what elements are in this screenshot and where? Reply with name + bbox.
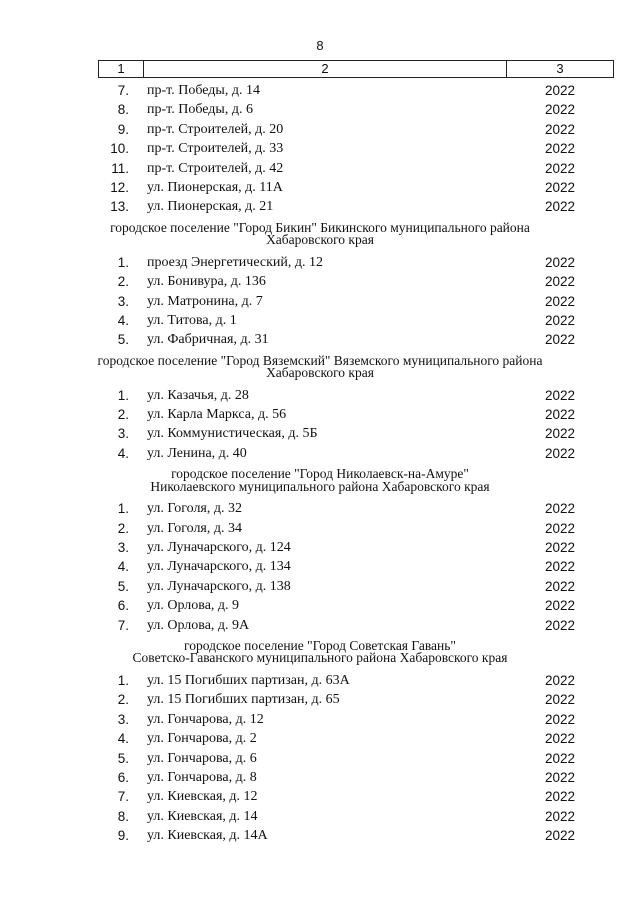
column-header-address: 2 xyxy=(144,61,507,77)
row-year: 2022 xyxy=(544,692,576,708)
row-address: ул. Титова, д. 1 xyxy=(147,312,237,328)
table-row xyxy=(0,386,640,405)
section-heading-line: городское поселение "Город Бикин" Бикинского муниципального района xyxy=(110,219,530,235)
column-header-year: 3 xyxy=(556,61,564,76)
row-year: 2022 xyxy=(544,769,576,785)
row-year: 2022 xyxy=(544,293,576,309)
table-row xyxy=(0,100,640,119)
row-year: 2022 xyxy=(544,121,576,137)
row-address: пр-т. Строителей, д. 33 xyxy=(147,141,284,157)
row-number: 2. xyxy=(117,520,129,536)
row-address: ул. Карла Маркса, д. 56 xyxy=(147,407,287,423)
row-address: ул. Казачья, д. 28 xyxy=(147,387,249,403)
table-row xyxy=(0,330,640,349)
row-year: 2022 xyxy=(544,672,576,688)
row-number: 4. xyxy=(117,559,129,575)
row-year: 2022 xyxy=(544,141,576,157)
table-row xyxy=(0,272,640,291)
row-year: 2022 xyxy=(544,598,576,614)
row-year: 2022 xyxy=(544,102,576,118)
table-row xyxy=(0,729,640,748)
table-row xyxy=(0,690,640,709)
row-year: 2022 xyxy=(544,83,576,98)
table-row xyxy=(0,405,640,424)
row-year: 2022 xyxy=(544,617,576,633)
row-number: 9. xyxy=(117,828,129,844)
address-table-body xyxy=(0,81,640,846)
table-row xyxy=(0,139,640,158)
section-heading-line: Советско-Гаванского муниципального района Хабаровского края xyxy=(132,650,508,666)
row-year: 2022 xyxy=(544,254,576,270)
row-year: 2022 xyxy=(544,520,576,536)
table-row xyxy=(0,292,640,311)
row-address: ул. Коммунистическая, д. 5Б xyxy=(147,426,318,442)
row-year: 2022 xyxy=(544,789,576,805)
row-year: 2022 xyxy=(544,179,576,195)
row-number: 4. xyxy=(117,445,129,461)
section-heading-line: Николаевского муниципального района Хабаровского края xyxy=(150,478,490,494)
row-number: 4. xyxy=(117,731,129,747)
row-address: пр-т. Строителей, д. 20 xyxy=(147,121,284,137)
row-address: ул. Гончарова, д. 6 xyxy=(147,750,257,766)
row-year: 2022 xyxy=(544,828,576,844)
table-row xyxy=(0,826,640,845)
row-year: 2022 xyxy=(544,199,576,215)
section-heading-line: Хабаровского края xyxy=(266,232,374,248)
row-number: 2. xyxy=(117,692,129,708)
row-number: 1. xyxy=(117,387,129,403)
row-year: 2022 xyxy=(544,559,576,575)
section-heading xyxy=(0,463,640,499)
row-number: 4. xyxy=(117,312,129,328)
section-heading-line: городское поселение "Город Николаевск-на-Амуре" xyxy=(171,466,469,482)
row-number: 5. xyxy=(117,578,129,594)
table-row xyxy=(0,444,640,463)
row-number: 7. xyxy=(117,789,129,805)
table-row xyxy=(0,81,640,100)
table-row xyxy=(0,577,640,596)
row-address: ул. Бонивура, д. 136 xyxy=(147,274,266,290)
row-address: ул. Киевская, д. 12 xyxy=(147,789,258,805)
table-row xyxy=(0,253,640,272)
row-year: 2022 xyxy=(544,731,576,747)
row-number: 8. xyxy=(117,102,129,118)
table-row xyxy=(0,178,640,197)
table-row xyxy=(0,120,640,139)
row-address: ул. Гончарова, д. 2 xyxy=(147,731,257,747)
row-address: ул. Ленина, д. 40 xyxy=(147,445,247,461)
row-address: пр-т. Строителей, д. 42 xyxy=(147,160,284,176)
row-number: 2. xyxy=(117,274,129,290)
row-address: пр-т. Победы, д. 6 xyxy=(147,102,253,118)
table-header xyxy=(98,60,614,78)
row-year: 2022 xyxy=(544,387,576,403)
row-address: ул. Матронина, д. 7 xyxy=(147,293,263,309)
table-row xyxy=(0,596,640,615)
row-address: ул. Гончарова, д. 8 xyxy=(147,769,257,785)
table-row xyxy=(0,616,640,635)
row-number: 3. xyxy=(117,426,129,442)
table-row xyxy=(0,311,640,330)
row-year: 2022 xyxy=(544,578,576,594)
row-address: ул. Пионерская, д. 21 xyxy=(147,199,274,215)
row-address: ул. Гоголя, д. 34 xyxy=(147,520,242,536)
row-number: 10. xyxy=(110,141,129,157)
row-address: ул. Луначарского, д. 134 xyxy=(147,559,291,575)
row-address: проезд Энергетический, д. 12 xyxy=(147,254,324,270)
row-number: 1. xyxy=(117,501,129,517)
row-year: 2022 xyxy=(544,312,576,328)
row-address: ул. Орлова, д. 9А xyxy=(147,617,250,633)
section-heading-line: городское поселение "Город Советская Гавань" xyxy=(184,637,456,653)
page-number: 8 xyxy=(316,38,324,53)
column-header-number: 1 xyxy=(99,61,144,77)
row-year: 2022 xyxy=(544,160,576,176)
row-number: 12. xyxy=(110,179,129,195)
row-number: 2. xyxy=(117,407,129,423)
row-year: 2022 xyxy=(544,332,576,348)
table-row xyxy=(0,424,640,443)
row-address: ул. 15 Погибших партизан, д. 65 xyxy=(147,692,340,708)
row-year: 2022 xyxy=(544,808,576,824)
section-heading xyxy=(0,217,640,253)
section-heading-line: городское поселение "Город Вяземский" Вяземского муниципального района xyxy=(97,352,543,368)
row-number: 3. xyxy=(117,540,129,556)
row-address: ул. Луначарского, д. 124 xyxy=(147,540,291,556)
row-address: ул. Гоголя, д. 32 xyxy=(147,501,242,517)
row-address: ул. 15 Погибших партизан, д. 63А xyxy=(147,672,350,688)
row-year: 2022 xyxy=(544,407,576,423)
row-number: 7. xyxy=(117,617,129,633)
table-row xyxy=(0,197,640,216)
table-row xyxy=(0,807,640,826)
row-year: 2022 xyxy=(544,426,576,442)
row-number: 3. xyxy=(117,711,129,727)
table-row xyxy=(0,159,640,178)
table-row xyxy=(0,557,640,576)
row-address: ул. Луначарского, д. 138 xyxy=(147,578,291,594)
row-number: 8. xyxy=(117,808,129,824)
row-number: 13. xyxy=(110,199,129,215)
table-row xyxy=(0,538,640,557)
row-number: 1. xyxy=(117,672,129,688)
row-number: 6. xyxy=(117,769,129,785)
row-year: 2022 xyxy=(544,445,576,461)
row-number: 7. xyxy=(117,83,129,98)
row-year: 2022 xyxy=(544,540,576,556)
row-address: ул. Пионерская, д. 11А xyxy=(147,179,283,195)
table-row xyxy=(0,710,640,729)
row-number: 5. xyxy=(117,332,129,348)
row-address: пр-т. Победы, д. 14 xyxy=(147,83,260,98)
row-year: 2022 xyxy=(544,750,576,766)
row-year: 2022 xyxy=(544,274,576,290)
table-row xyxy=(0,519,640,538)
row-number: 6. xyxy=(117,598,129,614)
table-row xyxy=(0,768,640,787)
section-heading xyxy=(0,350,640,386)
section-heading-line: Хабаровского края xyxy=(266,365,374,381)
row-address: ул. Фабричная, д. 31 xyxy=(147,332,269,348)
row-address: ул. Гончарова, д. 12 xyxy=(147,711,264,727)
table-row xyxy=(0,787,640,806)
row-number: 5. xyxy=(117,750,129,766)
row-address: ул. Киевская, д. 14А xyxy=(147,828,268,844)
row-address: ул. Киевская, д. 14 xyxy=(147,808,258,824)
row-number: 11. xyxy=(111,160,129,176)
row-year: 2022 xyxy=(544,501,576,517)
table-row xyxy=(0,671,640,690)
table-row xyxy=(0,749,640,768)
row-address: ул. Орлова, д. 9 xyxy=(147,598,240,614)
row-number: 3. xyxy=(117,293,129,309)
table-row xyxy=(0,499,640,518)
section-heading xyxy=(0,635,640,671)
row-number: 9. xyxy=(117,121,129,137)
row-year: 2022 xyxy=(544,711,576,727)
row-number: 1. xyxy=(117,254,129,270)
